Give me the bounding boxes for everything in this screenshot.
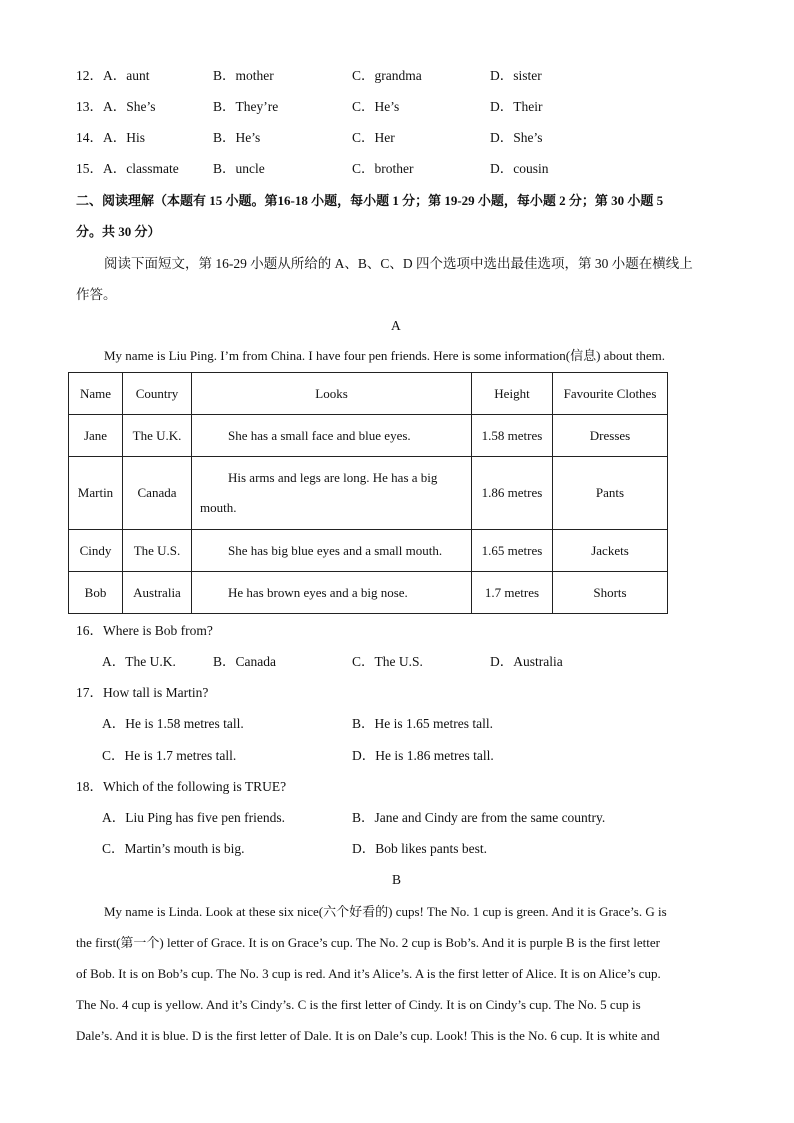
option-d: D．He is 1.86 metres tall. (352, 748, 494, 763)
passage-b-line: of Bob. It is on Bob’s cup. The No. 3 cup is red. And it’s Alice’s. A is the first letter of Alice. It is on Alice’s cup. (76, 966, 661, 981)
table-row (69, 415, 668, 457)
pen-friends-table (68, 372, 668, 614)
cell-clothes: Pants (553, 457, 668, 530)
cell-looks: She has big blue eyes and a small mouth. (192, 530, 472, 572)
question-16-stem: 16．Where is Bob from? (76, 623, 213, 638)
header-favourite-clothes: Favourite Clothes (553, 373, 668, 415)
option-a: A．classmate (103, 161, 179, 176)
option-c: C．He is 1.7 metres tall. (102, 748, 237, 763)
header-looks: Looks (192, 373, 472, 415)
cell-name: Cindy (69, 530, 123, 572)
option-a: A．Liu Ping has five pen friends. (102, 810, 285, 825)
question-number: 13． (76, 99, 103, 114)
option-d: D．She’s (490, 130, 543, 145)
table-row (69, 572, 668, 614)
instruction-line1: 阅读下面短文，第 16-29 小题从所给的 A、B、C、D 四个选项中选出最佳选项，第 30 小题在横线上 (104, 256, 693, 271)
cell-height: 1.86 metres (472, 457, 553, 530)
cell-clothes: Dresses (553, 415, 668, 457)
cell-looks: She has a small face and blue eyes. (192, 415, 472, 457)
passage-a-intro: My name is Liu Ping. I’m from China. I have four pen friends. Here is some information(信息) about them. (104, 348, 666, 363)
option-c: C．Martin’s mouth is big. (102, 841, 245, 856)
cell-country: The U.K. (123, 415, 192, 457)
option-b: B．Jane and Cindy are from the same country. (352, 810, 606, 825)
cell-country: The U.S. (123, 530, 192, 572)
option-b: B．They’re (213, 99, 279, 114)
question-18-stem: 18．Which of the following is TRUE? (76, 779, 287, 794)
option-b: B．Canada (213, 654, 276, 669)
table-header-row (69, 373, 668, 415)
option-c: C．grandma (352, 68, 422, 83)
header-height: Height (472, 373, 553, 415)
cell-name: Jane (69, 415, 123, 457)
question-number: 12． (76, 68, 103, 83)
option-a: A．He is 1.58 metres tall. (102, 716, 244, 731)
option-a: A．His (103, 130, 146, 145)
option-b: B．He’s (213, 130, 261, 145)
cell-name: Martin (69, 457, 123, 530)
section-heading-line2: 分。共 30 分） (76, 224, 161, 239)
cell-height: 1.65 metres (472, 530, 553, 572)
section-heading-line1: 二、阅读理解（本题有 15 小题。第16-18 小题，每小题 1 分；第 19-29 小题，每小题 2 分；第 30 小题 5 (76, 193, 664, 208)
header-country: Country (123, 373, 192, 415)
header-name: Name (69, 373, 123, 415)
cell-clothes: Jackets (553, 530, 668, 572)
option-c: C．Her (352, 130, 395, 145)
passage-a-label: A (391, 318, 401, 333)
passage-b-line: Dale’s. And it is blue. D is the first letter of Dale. It is on Dale’s cup. Look! This is the No. 6 cup. It is white and (76, 1028, 660, 1043)
question-17-stem: 17．How tall is Martin? (76, 685, 209, 700)
option-c: C．brother (352, 161, 414, 176)
cell-country: Australia (123, 572, 192, 614)
cell-looks: He has brown eyes and a big nose. (192, 572, 472, 614)
option-d: D．Their (490, 99, 543, 114)
cell-country: Canada (123, 457, 192, 530)
cell-looks-line1: His arms and legs are long. He has a big (228, 470, 438, 485)
passage-b-label: B (392, 872, 402, 887)
passage-b-line: the first(第一个) letter of Grace. It is on Grace’s cup. The No. 2 cup is Bob’s. And it is purple B is the first letter (76, 935, 660, 950)
option-d: D．cousin (490, 161, 549, 176)
option-c: C．The U.S. (352, 654, 423, 669)
cell-height: 1.7 metres (472, 572, 553, 614)
option-a: A．aunt (103, 68, 150, 83)
passage-b-line: My name is Linda. Look at these six nice(六个好看的) cups! The No. 1 cup is green. And it is Grace’s. G is (104, 904, 667, 919)
cell-height: 1.58 metres (472, 415, 553, 457)
option-b: B．He is 1.65 metres tall. (352, 716, 493, 731)
table-row (69, 457, 668, 530)
option-a: A．The U.K. (102, 654, 176, 669)
cell-clothes: Shorts (553, 572, 668, 614)
cell-name: Bob (69, 572, 123, 614)
option-d: D．Bob likes pants best. (352, 841, 487, 856)
question-number: 14． (76, 130, 103, 145)
cell-looks-line2: mouth. (200, 500, 237, 515)
option-d: D．sister (490, 68, 542, 83)
option-b: B．mother (213, 68, 274, 83)
table-row (69, 530, 668, 572)
cell-looks (192, 457, 472, 530)
option-d: D．Australia (490, 654, 563, 669)
option-b: B．uncle (213, 161, 265, 176)
question-number: 15． (76, 161, 103, 176)
passage-b-line: The No. 4 cup is yellow. And it’s Cindy’s. C is the first letter of Cindy. It is on Cindy’s cup. The No. 5 cup is (76, 997, 641, 1012)
option-c: C．He’s (352, 99, 400, 114)
option-a: A．She’s (103, 99, 156, 114)
instruction-line2: 作答。 (76, 287, 117, 302)
